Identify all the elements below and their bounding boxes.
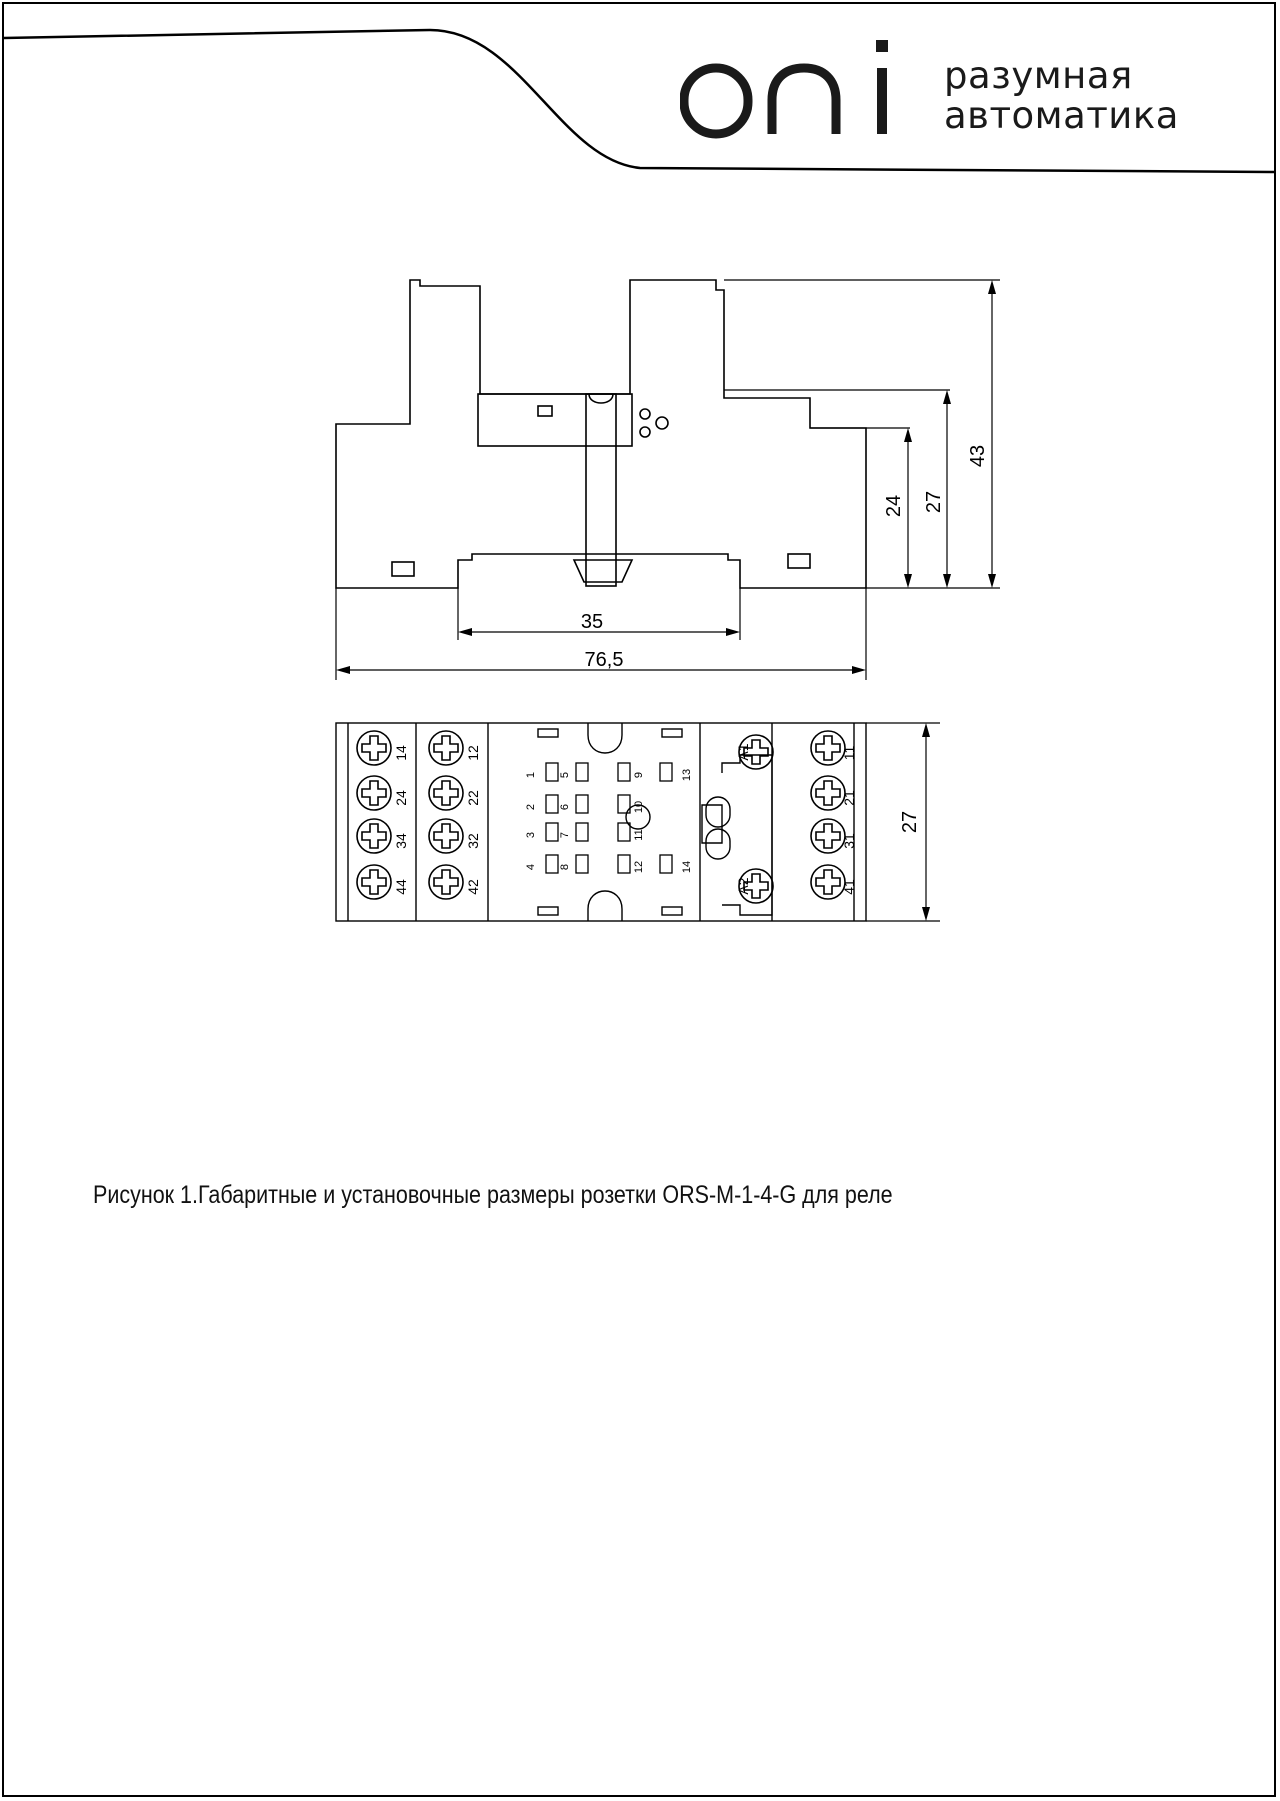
terminal-label: 21 bbox=[841, 790, 857, 806]
terminal-label: 44 bbox=[393, 879, 409, 895]
terminal-screw bbox=[429, 776, 463, 810]
terminal-screw bbox=[357, 731, 391, 765]
pin-label: 6 bbox=[559, 803, 571, 811]
pin-socket bbox=[576, 855, 588, 873]
slogan-line-2: автоматика bbox=[944, 94, 1179, 137]
terminal-label: 12 bbox=[465, 745, 481, 761]
dim-43: 43 bbox=[967, 444, 989, 468]
terminal-label: 34 bbox=[393, 833, 409, 849]
pin-socket bbox=[546, 763, 558, 781]
dim-27: 27 bbox=[923, 490, 945, 514]
pin-label: 7 bbox=[559, 831, 571, 839]
brand-slogan bbox=[944, 56, 1179, 136]
terminal-labels bbox=[393, 743, 857, 895]
terminal-label: 32 bbox=[465, 833, 481, 849]
terminal-screw bbox=[357, 819, 391, 853]
terminal-screw bbox=[429, 819, 463, 853]
pin-socket bbox=[618, 823, 630, 841]
pin-label: 10 bbox=[633, 800, 645, 814]
pin-label: 12 bbox=[633, 860, 645, 874]
figure-caption: Рисунок 1.Габаритные и установочные размеры розетки ORS-M-1-4-G для реле bbox=[93, 1181, 893, 1209]
terminal-label: 14 bbox=[393, 745, 409, 761]
terminal-screw bbox=[811, 865, 845, 899]
pin-label: 13 bbox=[681, 768, 693, 782]
pin-socket bbox=[576, 763, 588, 781]
pin-label: 9 bbox=[633, 771, 645, 779]
side-view-drawing bbox=[320, 270, 1040, 690]
pin-socket bbox=[618, 855, 630, 873]
pin-label: 5 bbox=[559, 771, 571, 779]
relay-pin-sockets bbox=[546, 763, 672, 873]
pin-label: 4 bbox=[525, 863, 537, 871]
terminal-screw bbox=[811, 819, 845, 853]
pin-label: 3 bbox=[525, 831, 537, 839]
terminal-screw bbox=[357, 865, 391, 899]
terminal-label: 11 bbox=[841, 745, 857, 761]
terminal-label: 31 bbox=[841, 833, 857, 849]
coil-label-a1: A1 bbox=[735, 743, 751, 761]
dim-24: 24 bbox=[883, 494, 905, 518]
terminal-screw bbox=[811, 776, 845, 810]
top-view-drawing bbox=[320, 705, 1040, 935]
coil-label-a2: A2 bbox=[735, 877, 751, 895]
dim-depth-27: 27 bbox=[899, 810, 921, 834]
pin-socket bbox=[576, 823, 588, 841]
terminal-label: 42 bbox=[465, 879, 481, 895]
pin-label: 1 bbox=[525, 771, 537, 779]
pin-socket bbox=[546, 795, 558, 813]
pin-socket bbox=[618, 763, 630, 781]
pin-socket bbox=[660, 763, 672, 781]
pin-socket bbox=[660, 855, 672, 873]
terminal-screw bbox=[429, 865, 463, 899]
terminal-screw bbox=[357, 776, 391, 810]
terminal-screw bbox=[811, 731, 845, 765]
dim-76-5: 76,5 bbox=[584, 649, 624, 671]
pin-label: 11 bbox=[633, 829, 645, 841]
pin-label: 8 bbox=[559, 863, 571, 871]
pin-label: 2 bbox=[525, 803, 537, 811]
pin-label: 14 bbox=[681, 860, 693, 874]
oni-logo bbox=[680, 38, 892, 148]
dim-35: 35 bbox=[580, 611, 604, 633]
terminal-screw bbox=[429, 731, 463, 765]
slogan-line-1: разумная bbox=[944, 54, 1133, 97]
pin-socket bbox=[546, 823, 558, 841]
terminal-label: 41 bbox=[841, 879, 857, 895]
pin-socket bbox=[576, 795, 588, 813]
pin-socket bbox=[546, 855, 558, 873]
terminal-label: 24 bbox=[393, 790, 409, 806]
terminal-label: 22 bbox=[465, 790, 481, 806]
